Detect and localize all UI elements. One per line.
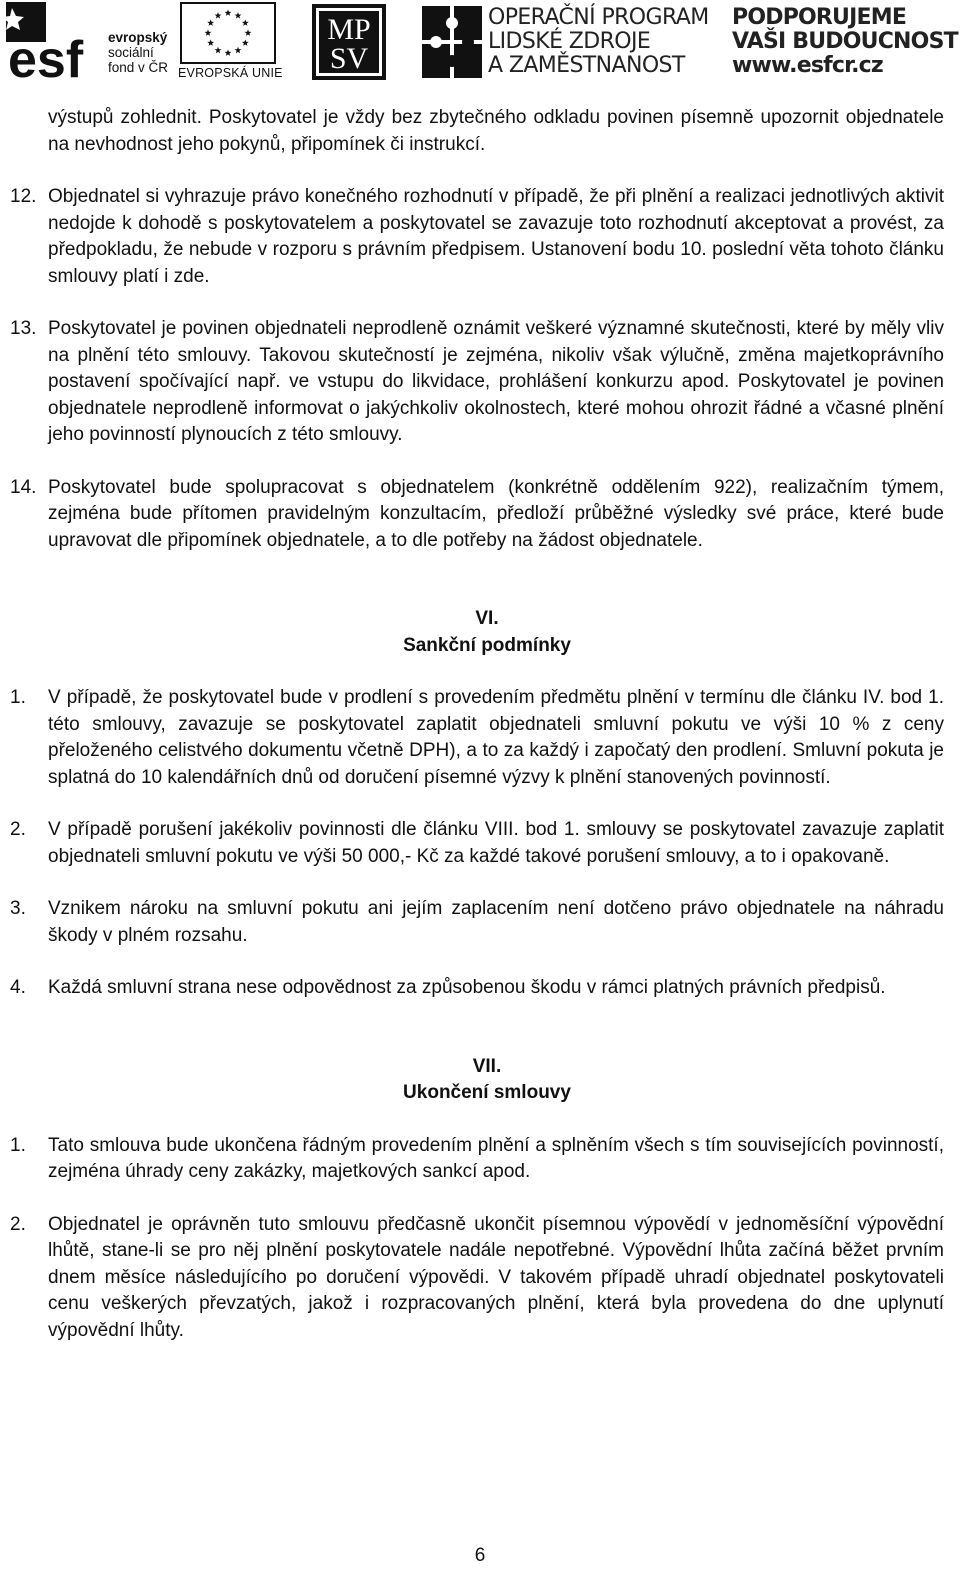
mpsv-line1: MP bbox=[327, 13, 371, 46]
mpsv-line2: SV bbox=[329, 42, 369, 75]
item-text: V případě, že poskytovatel bude v prodlení s provedením předmětu plnění v termínu dle článku IV. bod 1. této smlouvy, zavazuje se poskytovatel zaplatit objednateli smluvní pokutu ve výši 10 % z ceny přeloženého celistvého dokumentu včetně DPH), a to za každý i započatý den prodlení. Smluvní pokuta je splatná do 10 kalendářních dnů od doručení písemné výzvy k plnění stanovených povinností. bbox=[48, 687, 944, 788]
list-item bbox=[10, 316, 944, 449]
item-number: 1. bbox=[10, 687, 26, 708]
op-title-line2: LIDSKÉ ZDROJE bbox=[488, 29, 651, 54]
page-number: 6 bbox=[474, 1545, 486, 1566]
item-text: Každá smluvní strana nese odpovědnost za způsobenou škodu v rámci platných právních předpisů. bbox=[48, 977, 886, 998]
support-slogan bbox=[732, 6, 958, 78]
list-item bbox=[10, 817, 944, 870]
esf-caption-line3: fond v ČR bbox=[108, 60, 169, 75]
support-line1: PODPORUJEME bbox=[732, 5, 907, 30]
item-number: 12. bbox=[10, 186, 37, 207]
support-line2: VAŠI BUDOUCNOST bbox=[732, 29, 958, 54]
puzzle-icon bbox=[420, 2, 484, 82]
section-number: VI. bbox=[475, 608, 499, 629]
item-number: 14. bbox=[10, 476, 37, 498]
eu-caption: EVROPSKÁ UNIE bbox=[178, 66, 283, 80]
list-item bbox=[10, 685, 944, 791]
section-number: VII. bbox=[472, 1055, 502, 1077]
esf-logo bbox=[6, 2, 110, 82]
item-number: 2. bbox=[10, 1213, 26, 1235]
logo-header bbox=[0, 0, 960, 95]
continuation-paragraph: výstupů zohlednit. Poskytovatel je vždy bez zbytečného odkladu povinen písemně upozornit objednatele na nevhodnost jeho pokynů, připomínek či instrukcí. bbox=[48, 107, 944, 155]
item-text: Poskytovatel je povinen objednateli neprodleně oznámit veškeré významné skutečnosti, které by měly vliv na plnění této smlouvy. Takovou skutečností je zejména, nikoliv však výlučně, změna majetkoprávního postavení spočívající např. ve vstupu do likvidace, prohlášení konkurzu apod. Poskytovatel je povinen objednatele neprodleně informovat o jakýchkoliv okolnostech, které mohou ohrozit řádné a včasné plnění jeho povinností plynoucích z této smlouvy. bbox=[48, 318, 944, 445]
item-number: 3. bbox=[10, 898, 26, 919]
esf-caption-line2: sociální bbox=[108, 45, 154, 60]
section-title: Ukončení smlouvy bbox=[403, 1082, 571, 1103]
list-item bbox=[10, 896, 944, 949]
section-title: Sankční podmínky bbox=[403, 634, 571, 656]
list-item bbox=[10, 975, 944, 1002]
list-item bbox=[10, 475, 944, 555]
op-title bbox=[488, 6, 709, 78]
item-number: 1. bbox=[10, 1134, 26, 1156]
op-title-line1: OPERAČNÍ PROGRAM bbox=[488, 5, 709, 30]
mpsv-logo bbox=[310, 2, 388, 82]
item-number: 13. bbox=[10, 318, 37, 339]
support-url: www.esfcr.cz bbox=[732, 53, 883, 78]
document-body bbox=[10, 105, 944, 1344]
svg-text:esf: esf bbox=[8, 31, 84, 82]
item-number: 2. bbox=[10, 819, 26, 840]
list-item bbox=[10, 184, 944, 290]
item-text: Vznikem nároku na smluvní pokutu ani jejím zaplacením není dotčeno právo objednatele na náhradu škody v plném rozsahu. bbox=[48, 898, 944, 946]
item-text: Objednatel je oprávněn tuto smlouvu předčasně ukončit písemnou výpovědí v jednoměsíční výpovědní lhůtě, stane-li se pro něj plnění poskytovatele nadále nepotřebné. Výpovědní lhůta začíná běžet prvním dnem měsíce následujícího po doručení výpovědi. V takovém případě uhradí objednatel poskytovateli cenu veškerých převzatých, jakož i rozpracovaných plnění, která byla provedena do dne uplynutí výpovědní lhůty. bbox=[48, 1213, 944, 1341]
item-text: Objednatel si vyhrazuje právo konečného rozhodnutí v případě, že při plnění a realizaci jednotlivých aktivit nedojde k dohodě s poskytovatelem a poskytovatel se zavazuje toto rozhodnutí akceptovat a provést, za předpokladu, že nebude v rozporu s právním předpisem. Ustanovení bodu 10. poslední věta tohoto článku smlouvy platí i zde. bbox=[48, 186, 944, 287]
item-number: 4. bbox=[10, 977, 26, 998]
eu-flag-logo bbox=[180, 2, 276, 64]
item-text: Poskytovatel bude spolupracovat s objednatelem (konkrétně oddělením 922), realizačním týmem, zejména bude přítomen pravidelným konzultacím, předloží průběžné výsledky své práce, které bude upravovat dle připomínek objednatele, a to dle potřeby na žádost objednatele. bbox=[48, 476, 944, 551]
op-title-line3: A ZAMĚSTNANOST bbox=[488, 53, 685, 78]
item-text: V případě porušení jakékoliv povinnosti dle článku VIII. bod 1. smlouvy se poskytovatel zavazuje zaplatit objednateli smluvní pokutu ve výši 50 000,- Kč za každé takové porušení smlouvy, a to i opakovaně. bbox=[48, 819, 944, 867]
list-item bbox=[10, 1212, 944, 1345]
esf-caption-line1: evropský bbox=[108, 30, 168, 45]
esf-caption bbox=[108, 30, 168, 75]
item-text: Tato smlouva bude ukončena řádným provedením plnění a splněním všech s tím souvisejících povinností, zejména úhrady ceny zakázky, majetkových sankcí apod. bbox=[48, 1134, 944, 1182]
list-item bbox=[10, 1133, 944, 1186]
